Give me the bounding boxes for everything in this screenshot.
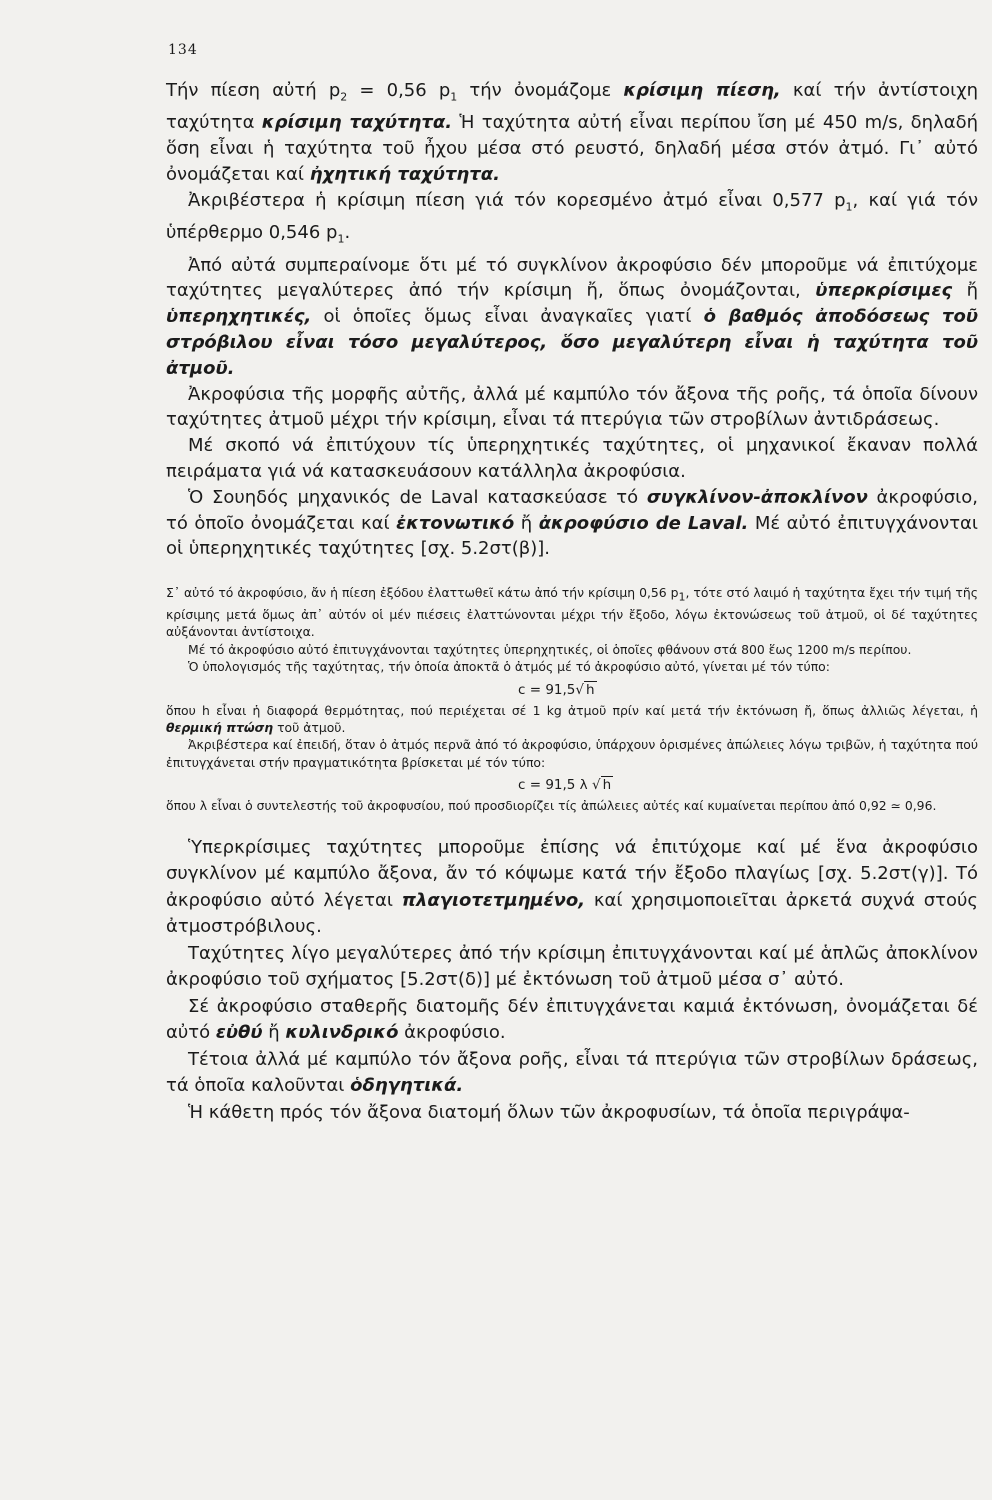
paragraph-divergent-nozzle: Ταχύτητες λίγο μεγαλύτερες ἀπό τήν κρίσιμη ἐπιτυγχάνονται καί μέ ἁπλῶς ἀποκλίνον ἀκροφύσιο τοῦ σχήματος [5.2στ(δ)] μέ ἐκτόνωση τοῦ ἀτμοῦ μέσα σ᾽ αὐτό. <box>166 942 978 991</box>
paragraph-conclusion: Ἀπό αὐτά συμπεραίνομε ὅτι μέ τό συγκλίνον ἀκροφύσιο δέν μποροῦμε νά ἐπιτύχομε ταχύτητες μεγαλύτερες ἀπό τήν κρίσιμη ἤ, ὅπως ὀνομάζονται, ὑπερκρίσιμες ἤ ὑπερηχητικές, οἱ ὁποῖες ὅμως εἶναι ἀναγκαῖες γιατί ὁ βαθμός ἀποδόσεως τοῦ στρόβιλου εἶναι τόσο μεγαλύτερος, ὅσο μεγαλύτερη εἶναι ἡ ταχύτητα τοῦ ἀτμοῦ. <box>166 254 978 379</box>
small-print-section <box>166 584 978 815</box>
paragraph-cylindrical-nozzle: Σέ ἀκροφύσιο σταθερῆς διατομῆς δέν ἐπιτυγχάνεται καμιά ἐκτόνωση, ὀνομάζεται δέ αὐτό εὐθύ ἤ κυλινδρικό ἀκροφύσιο. <box>166 995 978 1044</box>
main-text-lower <box>166 835 978 1127</box>
page-body <box>166 78 978 1126</box>
small-paragraph-calculation: Ὁ ὑπολογισμός τῆς ταχύτητας, τήν ὁποία ἀποκτᾶ ὁ ἀτμός μέ τό ἀκροφύσιο αὐτό, γίνεται μέ τόν τύπο: <box>188 659 830 675</box>
paragraph-cross-section: Ἡ κάθετη πρός τόν ἄξονα διατομή ὅλων τῶν ἀκροφυσίων, τά ὁποῖα περιγράψα- <box>188 1101 910 1123</box>
main-text-upper <box>166 78 978 562</box>
paragraph-guide-blades: Τέτοια ἀλλά μέ καμπύλο τόν ἄξονα ροῆς, εἶναι τά πτερύγια τῶν στροβίλων δράσεως, τά ὁποῖα καλοῦνται ὁδηγητικά. <box>166 1048 978 1097</box>
small-paragraph-coefficient: ὅπου λ εἶναι ὁ συντελεστής τοῦ ἀκροφυσίου, πού προσδιορίζει τίς ἀπώλειες αὐτές καί κυμαίνεται περίπου ἀπό 0,92 ≃ 0,96. <box>166 798 937 814</box>
paragraph-oblique-nozzle: Ὑπερκρίσιμες ταχύτητες μποροῦμε ἐπίσης νά ἐπιτύχομε καί μέ ἕνα ἀκροφύσιο συγκλίνον μέ καμπύλο ἄξονα, ἄν τό κόψωμε κατά τήν ἔξοδο πλαγίως [σχ. 5.2στ(γ)]. Τό ἀκροφύσιο αὐτό λέγεται πλαγιοτετμημένο, καί χρησιμοποιεῖται ἀρκετά συχνά στούς ἀτμοστρόβιλους. <box>166 836 978 938</box>
small-paragraph-exit-pressure: Σ᾽ αὐτό τό ἀκροφύσιο, ἄν ἡ πίεση ἐξόδου ἐλαττωθεῖ κάτω ἀπό τήν κρίσιμη 0,56 $p_1$, τότε στό λαιμό ἡ ταχύτητα ἔχει τήν τιμή τῆς κρίσιμης μετά ὅμως ἀπ᾽ αὐτόν οἱ μέν πιέσεις ἐλαττώνονται μέχρι τήν ἔξοδο, λόγω ἐκτονώσεως τοῦ ἀτμοῦ, οἱ δέ ταχύτητες αὐξάνονται ἀντίστοιχα. <box>166 585 979 640</box>
paragraph-critical-pressure: Τήν πίεση αὐτή $p_2 = 0,56$ $p_1$ τήν ὀνομάζομε κρίσιμη πίεση, καί τήν ἀντίστοιχη ταχύτητα κρίσιμη ταχύτητα. Ἡ ταχύτητα αὐτή εἶναι περίπου ἴση μέ 450 m/s, δηλαδή ὅση εἶναι ἡ ταχύτητα τοῦ ἦχου μέσα στό ρευστό, δηλαδή μέσα στόν ἀτμό. Γι᾽ αὐτό ὀνομάζεται καί ἠχητική ταχύτητα. <box>166 80 978 185</box>
small-paragraph-losses: Ἀκριβέστερα καί ἐπειδή, ὅταν ὁ ἀτμός περνᾶ ἀπό τό ἀκροφύσιο, ὑπάρχουν ὁρισμένες ἀπώλειες λόγω τριβῶν, ἡ ταχύτητα πού ἐπιτυγχάνεται στήν πραγματικότητα βρίσκεται μέ τόν τύπο: <box>166 737 978 770</box>
formula-velocity-corrected: c = 91,5 λ √ h <box>518 777 612 794</box>
small-paragraph-supersonic: Μέ τό ἀκροφύσιο αὐτό ἐπιτυγχάνονται ταχύτητες ὑπερηχητικές, οἱ ὁποῖες φθάνουν στά 800 ἕως 1200 m/s περίπου. <box>188 641 912 657</box>
formula-velocity: c = 91,5√ h <box>518 681 595 698</box>
paragraph-de-laval: Ὁ Σουηδός μηχανικός de Laval κατασκεύασε τό συγκλίνον-ἀποκλίνον ἀκροφύσιο, τό ὁποῖο ὀνομάζεται καί ἐκτονωτικό ἤ ἀκροφύσιο de Laval. Μέ αὐτό ἐπιτυγχάνονται οἱ ὑπερηχητικές ταχύτητες [σχ. 5.2στ(β)]. <box>166 486 979 560</box>
paragraph-experiments: Μέ σκοπό νά ἐπιτύχουν τίς ὑπερηχητικές ταχύτητες, οἱ μηχανικοί ἔκαναν πολλά πειράματα γιά νά κατασκευάσουν κατάλληλα ἀκροφύσια. <box>166 435 978 482</box>
small-paragraph-heat-drop: ὅπου h εἶναι ἡ διαφορά θερμότητας, πού περιέχεται σέ 1 kg ἀτμοῦ πρίν καί μετά τήν ἐκτόνωση ἤ, ὅπως ἀλλιῶς λέγεται, ἡ θερμική πτώση τοῦ ἀτμοῦ. <box>166 702 978 736</box>
page-number: 134 <box>168 42 198 58</box>
paragraph-precise-pressure: Ἀκριβέστερα ἡ κρίσιμη πίεση γιά τόν κορεσμένο ἀτμό εἶναι 0,577 $p_1$, καί γιά τόν ὑπέρθερμο 0,546 $p_1$. <box>166 189 979 246</box>
paragraph-curved-nozzles: Ἀκροφύσια τῆς μορφῆς αὐτῆς, ἀλλά μέ καμπύλο τόν ἄξονα τῆς ροῆς, τά ὁποῖα δίνουν ταχύτητες ἀτμοῦ μέχρι τήν κρίσιμη, εἶναι τά πτερύγια τῶν στροβίλων ἀντιδράσεως. <box>166 383 978 431</box>
